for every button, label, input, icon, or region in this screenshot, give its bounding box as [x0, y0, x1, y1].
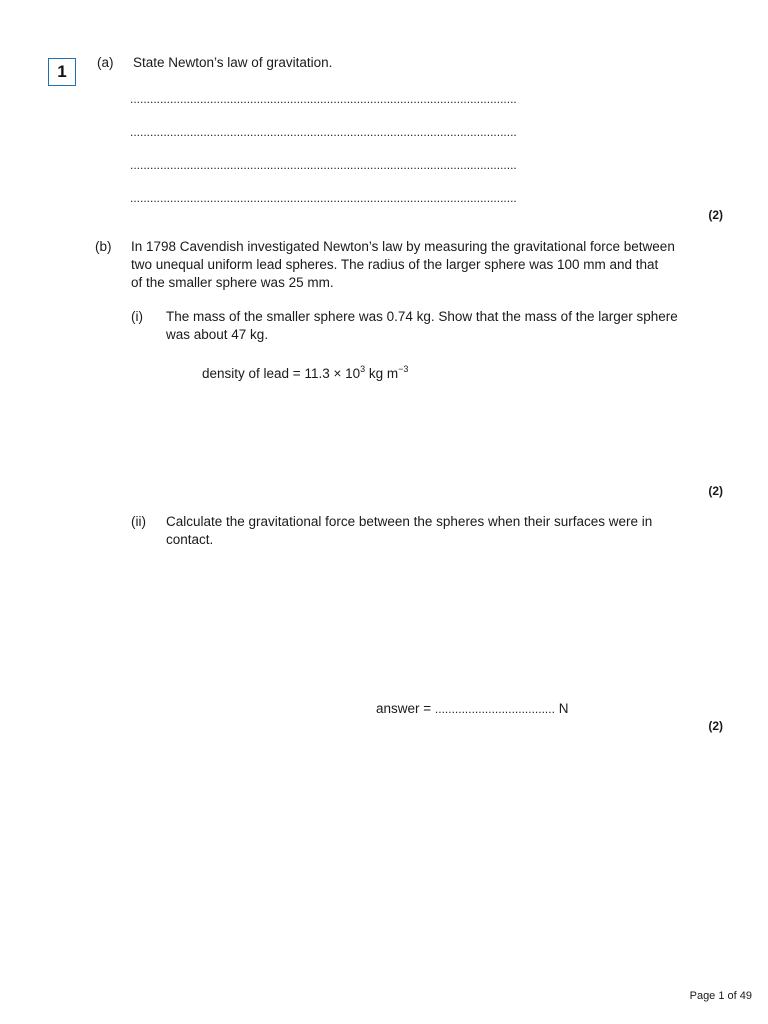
answer-line-3[interactable]: ....................................................................................................................	[130, 158, 517, 172]
part-a-marks: (2)	[708, 208, 723, 222]
question-number: 1	[57, 62, 67, 81]
answer-prefix: answer =	[376, 701, 435, 716]
question-number-box	[48, 58, 76, 86]
sub-i-line-1: The mass of the smaller sphere was 0.74 kg. Show that the mass of the larger sphere	[166, 309, 678, 324]
sub-i-line-2: was about 47 kg.	[166, 327, 269, 342]
density-unit-exponent: −3	[398, 363, 409, 374]
part-b-intro	[131, 238, 675, 292]
sub-ii-line-1: Calculate the gravitational force between the spheres when their surfaces were in	[166, 514, 653, 529]
density-unit: kg m	[365, 366, 399, 381]
page-footer: Page 1 of 49	[689, 990, 752, 1002]
answer-unit: N	[554, 701, 569, 716]
answer-line-2[interactable]: ....................................................................................................................	[130, 125, 517, 139]
part-b-intro-line-2: two unequal uniform lead spheres. The radius of the larger sphere was 100 mm and that	[131, 257, 659, 272]
answer-row	[376, 700, 568, 718]
sub-i-label: (i)	[131, 309, 143, 324]
sub-ii-line-2: contact.	[166, 532, 214, 547]
sub-ii-question	[166, 513, 652, 549]
answer-line-4[interactable]: ....................................................................................................................	[130, 191, 517, 205]
sub-i-question	[166, 308, 678, 344]
part-a-label: (a)	[97, 55, 114, 70]
density-prefix: density of lead = 11.3 × 10	[202, 366, 361, 381]
part-a-question: State Newton’s law of gravitation.	[133, 55, 333, 70]
part-b-intro-line-3: of the smaller sphere was 25 mm.	[131, 275, 334, 290]
part-b-intro-line-1: In 1798 Cavendish investigated Newton’s law by measuring the gravitational force between	[131, 239, 675, 254]
sub-ii-label: (ii)	[131, 514, 146, 529]
answer-field[interactable]: ....................................	[434, 702, 555, 716]
part-b-label: (b)	[95, 239, 112, 254]
sub-i-marks: (2)	[708, 484, 723, 498]
sub-ii-marks: (2)	[708, 719, 723, 733]
density-exponent: 3	[360, 363, 366, 374]
density-of-lead	[202, 365, 408, 383]
answer-line-1[interactable]: ....................................................................................................................	[130, 92, 517, 106]
